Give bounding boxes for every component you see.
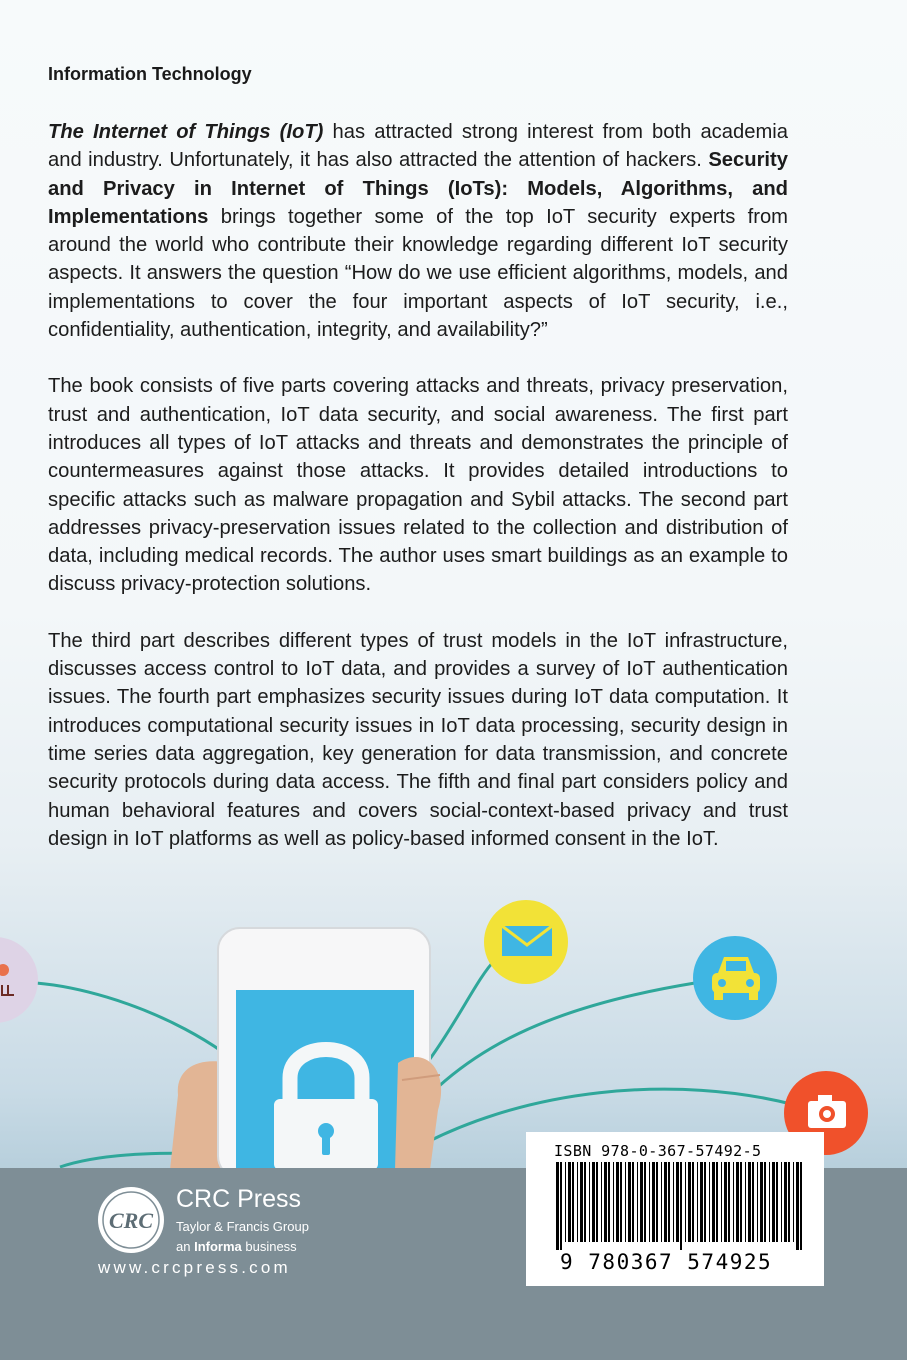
- barcode-bar: [620, 1162, 622, 1242]
- barcode-bar: [700, 1162, 703, 1242]
- barcode-bar: [673, 1162, 674, 1242]
- barcode-bars-icon: [552, 1162, 812, 1250]
- isbn-barcode: [526, 1132, 824, 1286]
- car-icon: [693, 936, 777, 1020]
- barcode-bar: [640, 1162, 643, 1242]
- barcode-bar: [596, 1162, 598, 1242]
- barcode-bar: [716, 1162, 718, 1242]
- crc-logo-icon: [96, 1185, 166, 1255]
- barcode-bar: [568, 1162, 571, 1242]
- barcode-bar: [728, 1162, 730, 1242]
- publisher-tagline: [176, 1239, 297, 1254]
- barcode-bar: [697, 1162, 698, 1242]
- barcode-bar: [632, 1162, 634, 1242]
- barcode-bar: [784, 1162, 787, 1242]
- barcode-bar: [644, 1162, 646, 1242]
- barcode-bar: [752, 1162, 754, 1242]
- barcode-bar: [793, 1162, 794, 1242]
- barcode-bar: [788, 1162, 790, 1242]
- back-cover-description: [48, 118, 788, 881]
- book-title: Security and Privacy in Internet of Things (IoTs): Models, Algorithms, and Implementations: [48, 149, 788, 228]
- description-paragraph-3: The third part describes different types of trust models in the IoT infrastructure, discusses access control to IoT data, and provides a survey of IoT authentication issues. The fourth part emphasizes security issues during IoT data computation. It introduces computational security issues in IoT data processing, security design in time series data aggregation, key generation for data transmission, and concrete security protocols during data access. The fifth and final part considers policy and human behavioral features and covers social-context-based privacy and trust design in IoT platforms as well as policy-based informed consent in the IoT.: [48, 629, 788, 850]
- tagline-suffix: business: [241, 1239, 297, 1254]
- barcode-bar: [800, 1162, 802, 1250]
- barcode-bar: [572, 1162, 574, 1242]
- barcode-bar: [745, 1162, 746, 1242]
- barcode-bar: [692, 1162, 694, 1242]
- barcode-bar: [604, 1162, 607, 1242]
- barcode-bar: [625, 1162, 626, 1242]
- barcode-bar: [748, 1162, 751, 1242]
- isbn-label: ISBN 978-0-367-57492-5: [554, 1142, 762, 1160]
- barcode-bar: [680, 1162, 682, 1250]
- barcode-bar: [613, 1162, 614, 1242]
- barcode-bar: [664, 1162, 667, 1242]
- barcode-bar: [676, 1162, 679, 1242]
- description-paragraph-2: The book consists of five parts covering attacks and threats, privacy preservation, trust and authentication, IoT data security, and social awareness. The first part introduces all types of IoT attacks and threats and demonstrates the principle of countermeasures against those attacks. It provides detailed introductions to specific attacks such as malware propagation and Sybil attacks. The second part addresses privacy-preservation issues related to the collection and distribution of data, including medical records. The author uses smart buildings as an example to discuss privacy-protection solutions.: [48, 375, 788, 596]
- barcode-bar: [740, 1162, 742, 1242]
- description-paragraph-1: [48, 118, 788, 344]
- barcode-bar: [649, 1162, 650, 1242]
- barcode-bar: [601, 1162, 602, 1242]
- tagline-prefix: an: [176, 1239, 195, 1254]
- barcode-bar: [781, 1162, 782, 1242]
- category-label: Information Technology: [48, 64, 252, 84]
- barcode-bar: [769, 1162, 770, 1242]
- barcode-bar: [685, 1162, 686, 1242]
- barcode-bar: [637, 1162, 638, 1242]
- barcode-bar: [652, 1162, 655, 1242]
- barcode-bar: [712, 1162, 715, 1242]
- barcode-bar: [656, 1162, 658, 1242]
- intro-title: The Internet of Things (IoT): [48, 121, 324, 143]
- barcode-bar: [628, 1162, 631, 1242]
- connector-line-car: [395, 983, 695, 1135]
- barcode-bar: [760, 1162, 763, 1242]
- barcode-bar: [577, 1162, 578, 1242]
- publisher-url: www.crcpress.com: [98, 1258, 291, 1277]
- barcode-bar: [776, 1162, 778, 1242]
- barcode-bar: [580, 1162, 583, 1242]
- publisher-block: [96, 1185, 356, 1285]
- barcode-bar: [764, 1162, 766, 1242]
- barcode-bar: [661, 1162, 662, 1242]
- crc-logo-text: CRC: [108, 1208, 154, 1233]
- barcode-bar: [704, 1162, 706, 1242]
- barcode-bar: [608, 1162, 610, 1242]
- barcode-bar: [556, 1162, 559, 1250]
- barcode-bar: [757, 1162, 758, 1242]
- barcode-bar: [724, 1162, 727, 1242]
- barcode-bar: [565, 1162, 566, 1242]
- barcode-bar: [616, 1162, 619, 1242]
- barcode-bar: [560, 1162, 562, 1250]
- barcode-bar: [736, 1162, 739, 1242]
- publisher-group: Taylor & Francis Group: [176, 1219, 309, 1234]
- publisher-name: CRC Press: [176, 1185, 302, 1213]
- barcode-bar: [589, 1162, 590, 1242]
- informa-brand: Informa: [194, 1239, 242, 1254]
- barcode-bar: [733, 1162, 734, 1242]
- person-icon: [0, 937, 38, 1023]
- barcode-bar: [721, 1162, 722, 1242]
- barcode-bar: [688, 1162, 691, 1242]
- barcode-bar: [668, 1162, 670, 1242]
- barcode-bar: [796, 1162, 799, 1250]
- ean-digits: 9 780367 574925: [560, 1250, 773, 1274]
- mail-icon: [484, 900, 568, 984]
- barcode-bar: [772, 1162, 775, 1242]
- barcode-bar: [584, 1162, 586, 1242]
- barcode-bar: [592, 1162, 595, 1242]
- paragraph-1-rest: brings together some of the top IoT security experts from around the world who contribute their knowledge regarding different IoT security aspects. It answers the question “How do we use efficient algorithms, models, and implementations to cover the four important aspects of IoT security, i.e., confidentiality, authentication, integrity, and availability?”: [48, 205, 788, 342]
- intro-text: has attracted strong interest from both academia and industry. Unfortunately, it has also attracted the attention of hackers.: [48, 121, 788, 172]
- iot-illustration: [0, 895, 907, 1170]
- barcode-bar: [709, 1162, 710, 1242]
